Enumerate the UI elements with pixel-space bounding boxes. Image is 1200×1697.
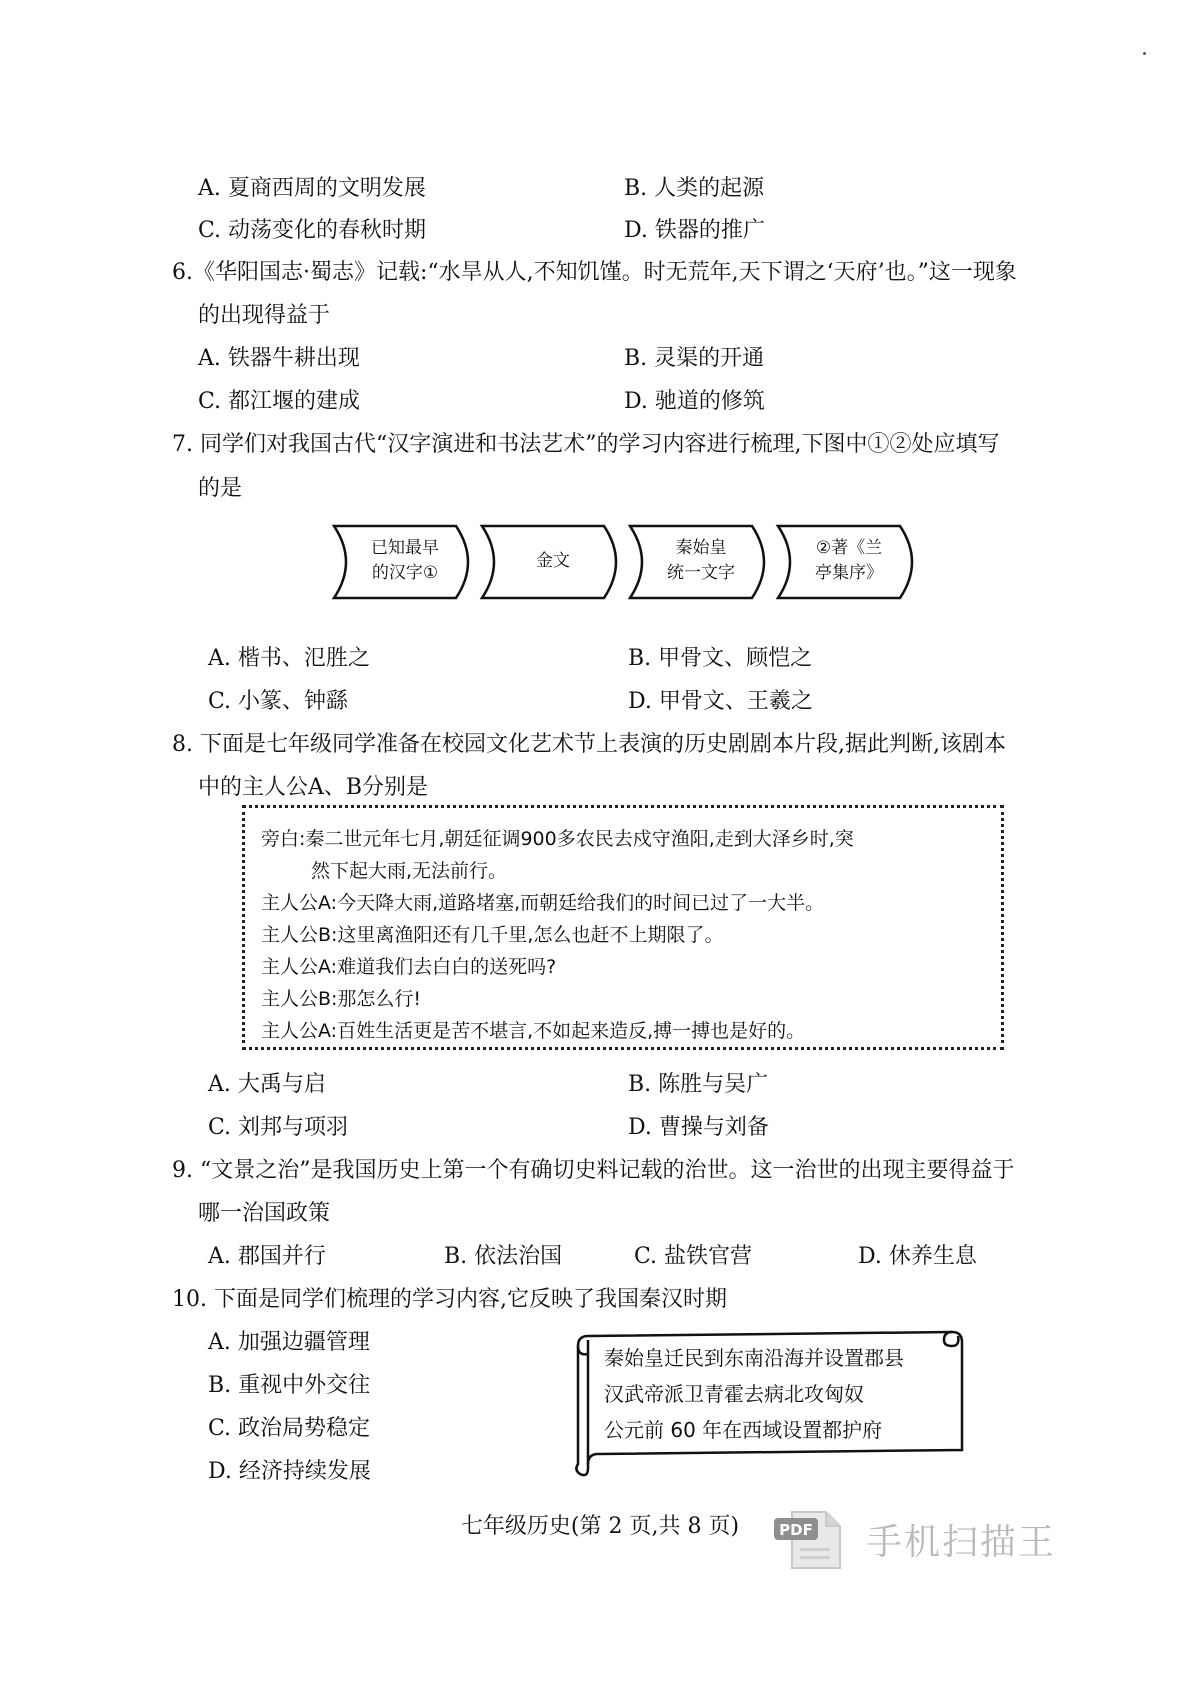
q9-option-c: C. 盐铁官营 [634,1244,753,1269]
flow-step-3-line1: 秦始皇 [675,538,727,558]
flow-step-1 [350,536,460,586]
scanner-watermark [770,1500,1070,1570]
scroll-line: 公元前 60 年在西域设置都护府 [604,1418,883,1442]
flow-step-1-line1: 已知最早 [371,538,439,558]
q7-stem-line1: 7. 同学们对我国古代“汉字演进和书法艺术”的学习内容进行梳理,下图中①②处应填写 [172,432,1000,457]
q6-stem-line2: 的出现得益于 [198,303,331,328]
q5-option-b: B. 人类的起源 [624,176,765,201]
flow-step-2-line1: 金文 [536,551,570,571]
q10-option-b: B. 重视中外交往 [208,1373,371,1398]
flow-step-3-line2: 统一文字 [667,563,735,583]
q6-option-a: A. 铁器牛耕出现 [198,346,360,371]
q10-option-d: D. 经济持续发展 [208,1459,371,1484]
flow-step-2 [498,549,608,574]
q8-stem-line2: 中的主人公A、B分别是 [198,775,429,800]
writing-evolution-diagram [328,522,948,602]
script-line: 主人公A:百姓生活更是苦不堪言,不如起来造反,搏一搏也是好的。 [261,1020,806,1042]
q9-stem-line1: 9. “文景之治”是我国历史上第一个有确切史料记载的治世。这一治世的出现主要得益于 [172,1158,1015,1183]
script-line: 然下起大雨,无法前行。 [311,860,508,882]
script-line: 主人公B:那怎么行! [261,988,422,1010]
q7-option-a: A. 楷书、氾胜之 [208,646,370,671]
history-scroll-card [570,1318,970,1480]
flow-step-4-line2: 亭集序》 [815,563,883,583]
flow-step-4-line1: ②著《兰 [815,538,883,558]
q8-stem-line1: 8. 下面是七年级同学准备在校园文化艺术节上表演的历史剧剧本片段,据此判断,该剧本 [172,732,1006,757]
script-line: 主人公A:难道我们去白白的送死吗? [261,956,557,978]
q6-option-c: C. 都江堰的建成 [198,389,361,414]
q8-option-c: C. 刘邦与项羽 [208,1115,349,1140]
script-line: 旁白:秦二世元年七月,朝廷征调900多农民去戍守渔阳,走到大泽乡时,突 [261,828,854,850]
q9-option-d: D. 休养生息 [858,1244,977,1269]
q6-stem-line1: 6.《华阳国志·蜀志》记载:“水旱从人,不知饥馑。时无荒年,天下谓之‘天府’也。”这一现象 [172,260,1017,285]
q9-option-b: B. 依法治国 [444,1244,563,1269]
page-footer: 七年级历史(第 2 页,共 8 页) [460,1514,740,1539]
q8-option-a: A. 大禹与启 [208,1072,326,1097]
q7-stem-line2: 的是 [198,476,243,501]
q10-option-a: A. 加强边疆管理 [208,1330,370,1355]
q7-option-b: B. 甲骨文、顾恺之 [628,646,813,671]
script-line: 主人公B:这里离渔阳还有几千里,怎么也赶不上期限了。 [261,924,724,946]
q8-option-b: B. 陈胜与吴广 [628,1072,769,1097]
flow-step-3 [646,536,756,586]
pdf-document-icon [772,1504,850,1572]
q8-option-d: D. 曹操与刘备 [628,1115,769,1140]
q10-option-c: C. 政治局势稳定 [208,1416,371,1441]
q5-option-a: A. 夏商西周的文明发展 [198,176,426,201]
watermark-text: 手机扫描王 [866,1522,1057,1563]
q5-option-d: D. 铁器的推广 [624,218,765,243]
scroll-line: 汉武帝派卫青霍去病北攻匈奴 [604,1382,864,1406]
play-script-box [242,805,1004,1050]
q5-option-c: C. 动荡变化的春秋时期 [198,218,427,243]
q9-option-a: A. 郡国并行 [208,1244,326,1269]
q6-option-b: B. 灵渠的开通 [624,346,765,371]
q7-option-c: C. 小篆、钟繇 [208,689,349,714]
q7-option-d: D. 甲骨文、王羲之 [628,689,813,714]
speck [1143,52,1146,55]
flow-step-1-line2: 的汉字① [371,563,439,583]
q10-stem: 10. 下面是同学们梳理的学习内容,它反映了我国秦汉时期 [172,1287,727,1312]
flow-step-4 [794,536,904,586]
q6-option-d: D. 驰道的修筑 [624,389,765,414]
pdf-badge: PDF [779,1521,813,1539]
q9-stem-line2: 哪一治国政策 [198,1201,331,1226]
script-line: 主人公A:今天降大雨,道路堵塞,而朝廷给我们的时间已过了一大半。 [261,892,825,914]
scroll-line: 秦始皇迁民到东南沿海并设置郡县 [604,1346,904,1370]
